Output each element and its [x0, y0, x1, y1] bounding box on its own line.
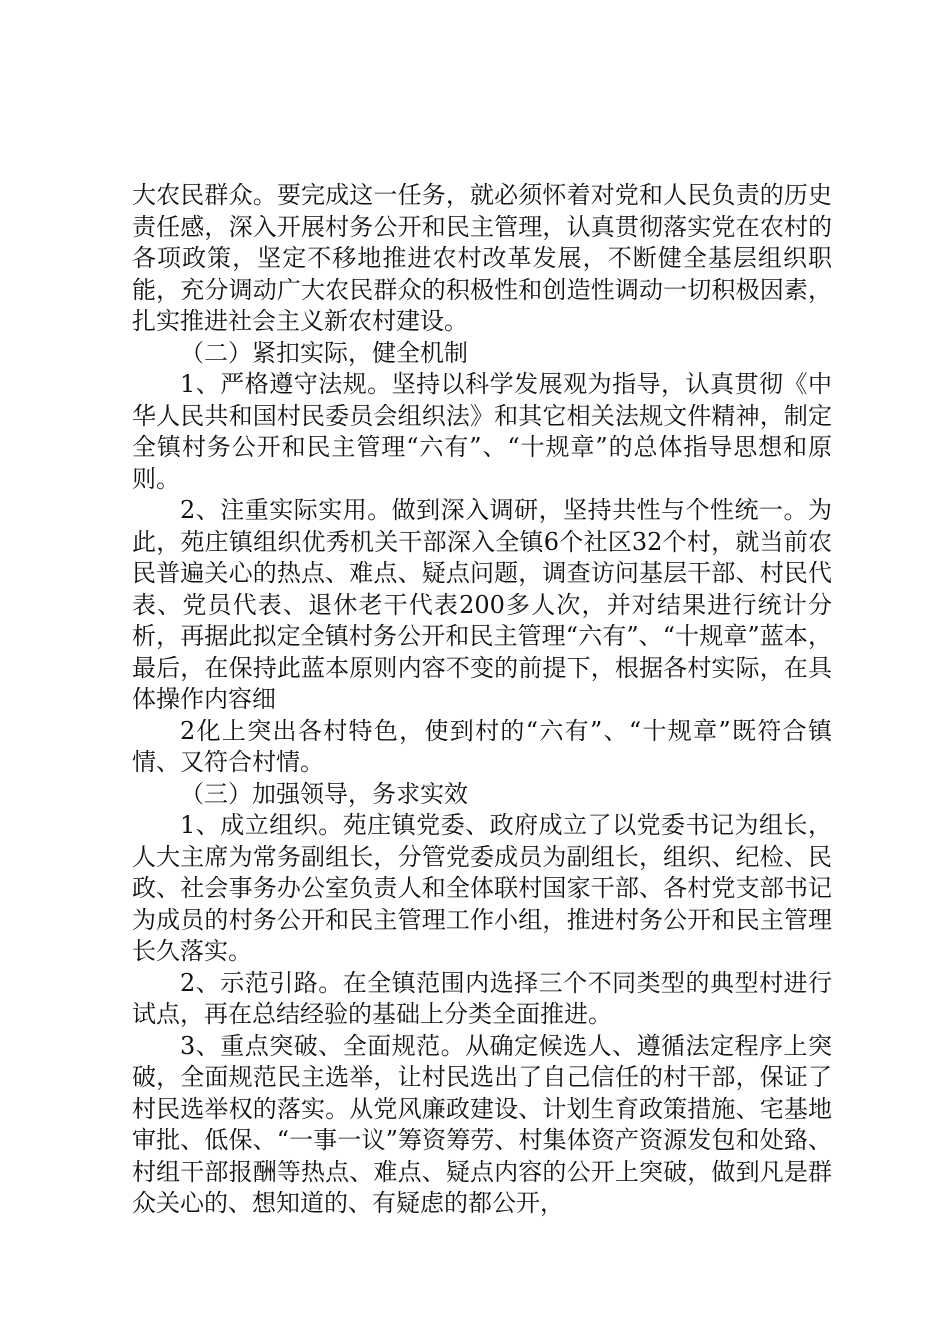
paragraph-continuation: 大农民群众。要完成这一任务，就必须怀着对党和人民负责的历史责任感，深入开展村务公开和民主管理，认真贯彻落实党在农村的各项政策，坚定不移地推进农村改革发展，不断健全基层组织职能，充分调动广大农民群众的积极性和创造性调动一切积极因素，扎实推进社会主义新农村建设。: [132, 181, 832, 335]
section-heading-2: （二）紧扣实际，健全机制: [180, 338, 468, 367]
document-body: [132, 180, 832, 1220]
section-heading-3: （三）加强领导，务求实效: [180, 779, 468, 808]
paragraph-item-2: 2、注重实际实用。做到深入调研，坚持共性与个性统一。为此，苑庄镇组织优秀机关干部深入全镇6个社区32个村，就当前农民普遍关心的热点、难点、疑点问题，调查访问基层干部、村民代表、党员代表、退休老干代表200多人次，并对结果进行统计分析，再据此拟定全镇村务公开和民主管理“六有”、“十规章”蓝本，最后，在保持此蓝本原则内容不变的前提下，根据各村实际，在具体操作内容细: [132, 496, 832, 713]
paragraph-item-1: 1、严格遵守法规。坚持以科学发展观为指导，认真贯彻《中华人民共和国村民委员会组织法》和其它相关法规文件精神，制定全镇村务公开和民主管理“六有”、“十规章”的总体指导思想和原则。: [132, 370, 832, 493]
paragraph-item-3-1: 1、成立组织。苑庄镇党委、政府成立了以党委书记为组长，人大主席为常务副组长，分管党委成员为副组长，组织、纪检、民政、社会事务办公室负责人和全体联村国家干部、各村党支部书记为成员的村务公开和民主管理工作小组，推进村务公开和民主管理长久落实。: [132, 811, 832, 965]
paragraph-item-2-continued: 2化上突出各村特色，使到村的“六有”、“十规章”既符合镇情、又符合村情。: [132, 716, 832, 776]
paragraph-item-3-2: 2、示范引路。在全镇范围内选择三个不同类型的典型村进行试点，再在总结经验的基础上分类全面推进。: [132, 968, 832, 1028]
paragraph-item-3-3: 3、重点突破、全面规范。从确定候选人、遵循法定程序上突破，全面规范民主选举，让村民选出了自己信任的村干部，保证了村民选举权的落实。从党风廉政建设、计划生育政策措施、宅基地审批、低保、“一事一议”筹资筹劳、村集体资产资源发包和处臵、村组干部报酬等热点、难点、疑点内容的公开上突破，做到凡是群众关心的、想知道的、有疑虑的都公开，: [132, 1031, 832, 1217]
